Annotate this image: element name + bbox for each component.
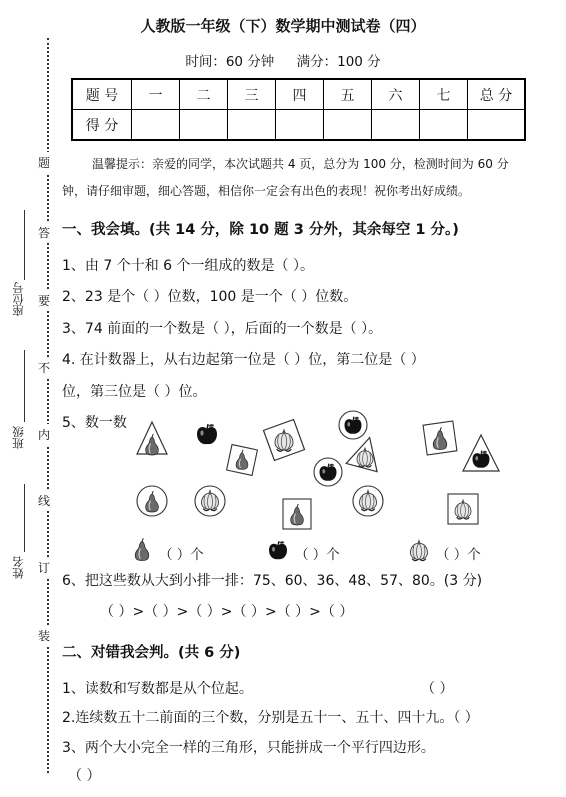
full-score: 满分：100 分 [296,54,381,70]
seat-number-label: 座位号 [11,282,25,317]
apple-count-blank[interactable]: （ ）个 [295,547,340,563]
question-1-4: 4. 在计数器上，从右边起第一位是（ ）位，第二位是（ ） [62,352,425,368]
pear-icon [135,538,149,560]
binding-char: 不 [38,357,50,378]
apple-icon [197,424,217,444]
onion-icon [411,539,428,560]
table-cell: 六 [372,79,420,110]
table-cell: 一 [132,79,180,110]
table-cell: 三 [228,79,276,110]
binding-char: 答 [38,222,50,243]
question-2-1: 1、读数和写数都是从个位起。 [62,681,253,697]
question-1-4-cont: 位，第三位是（ ）位。 [62,384,207,400]
table-cell: 题 号 [72,79,132,110]
question-2-1-blank[interactable]: （ ） [421,681,454,697]
question-2-2: 2.连续数五十二前面的三个数，分别是五十一、五十、四十九。（ ） [62,710,479,726]
table-cell: 五 [324,79,372,110]
binding-char: 内 [38,424,50,445]
onion-count-blank[interactable]: （ ）个 [436,547,481,563]
section2-heading: 二、对错我会判。(共 6 分) [62,645,241,661]
exam-title: 人教版一年级（下）数学期中测试卷（四） [140,17,426,35]
tip-paragraph: 温馨提示：亲爱的同学，本次试题共 4 页，总分为 100 分，检测时间为 60 分钟，请仔细审题，细心答题，相信你一定会有出色的表现！祝你考出好成绩。 [62,157,509,198]
binding-char: 装 [38,625,50,646]
question-1-2: 2、23 是个（ ）位数，100 是一个（ ）位数。 [62,289,358,305]
binding-char: 要 [38,290,50,311]
question-1-6: 6、把这些数从大到小排一排：75、60、36、48、57、80。(3 分) [62,573,483,589]
table-cell: 四 [276,79,324,110]
class-label: 班级 [11,426,25,449]
table-cell: 总 分 [468,79,526,110]
question-1-5: 5、数一数 [62,415,127,431]
section1-heading: 一、我会填。(共 14 分，除 10 题 3 分外，其余每空 1 分。) [62,222,459,238]
apple-icon [269,541,287,559]
question-1-3: 3、74 前面的一个数是（ ），后面的一个数是（ ）。 [62,321,383,337]
binding-char: 线 [38,490,50,511]
question-1-1: 1、由 7 个十和 6 个一组成的数是（ ）。 [62,258,314,274]
table-cell: 二 [180,79,228,110]
name-label: 姓名 [11,556,25,579]
question-1-6-blanks[interactable]: （ ）>（ ）>（ ）>（ ）>（ ）>（ ） [100,604,354,620]
time-limit: 时间：60 分钟 [185,54,275,70]
table-cell: 得 分 [72,110,132,141]
binding-char: 订 [38,557,50,578]
table-cell: 七 [420,79,468,110]
question-2-3: 3、两个大小完全一样的三角形，只能拼成一个平行四边形。 [62,740,435,756]
pear-count-blank[interactable]: （ ）个 [159,547,204,563]
question-2-3-blank[interactable]: （ ） [68,768,101,784]
binding-char: 题 [38,152,50,173]
